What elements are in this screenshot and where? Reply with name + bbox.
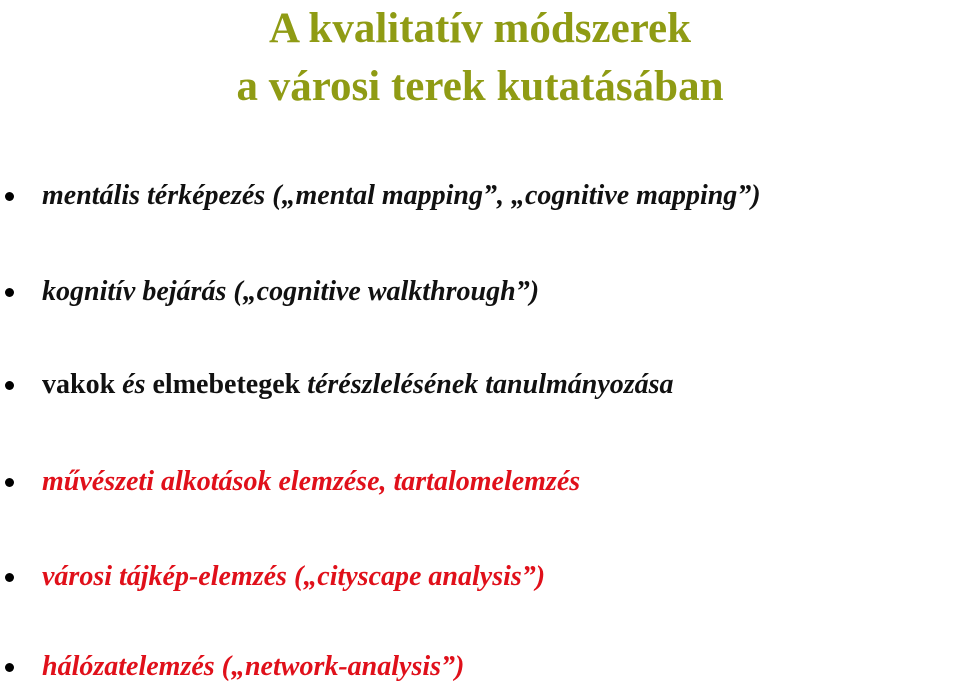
bullet-item-blind-perception: [0, 365, 960, 405]
bullet-dot-icon: [5, 663, 14, 672]
bullet-item-art-analysis: [0, 462, 960, 502]
title-line-2: a városi terek kutatásában: [236, 63, 724, 110]
bullet-text: mentális térképezés („mental mapping”, „cognitive mapping”): [42, 180, 761, 211]
bullet-text: kognitív bejárás („cognitive walkthrough”): [42, 276, 540, 307]
bullet-dot-icon: [5, 381, 14, 390]
title-line-1: A kvalitatív módszerek: [268, 5, 692, 52]
bullet-text: városi tájkép-elemzés („cityscape analysis”): [42, 561, 546, 592]
bullet-text: művészeti alkotások elemzése, tartalomelemzés: [42, 466, 581, 497]
bullet-item-mental-mapping: [0, 176, 960, 216]
bullet-item-cognitive-walkthrough: [0, 272, 960, 312]
bullet-item-network-analysis: [0, 647, 960, 687]
bullet-item-cityscape-analysis: [0, 557, 960, 597]
bullet-text-part: térészlelésének tanulmányozása: [307, 369, 674, 400]
bullet-text-part: és: [122, 369, 153, 400]
bullet-text-part: vakok: [42, 369, 123, 400]
bullet-text: hálózatelemzés („network-analysis”): [42, 651, 465, 682]
bullet-text-part: elmebetegek: [152, 369, 308, 400]
bullet-dot-icon: [5, 478, 14, 487]
bullet-text: [42, 365, 674, 405]
bullet-dot-icon: [5, 288, 14, 297]
bullet-dot-icon: [5, 192, 14, 201]
slide-title: [0, 0, 960, 116]
bullet-dot-icon: [5, 573, 14, 582]
